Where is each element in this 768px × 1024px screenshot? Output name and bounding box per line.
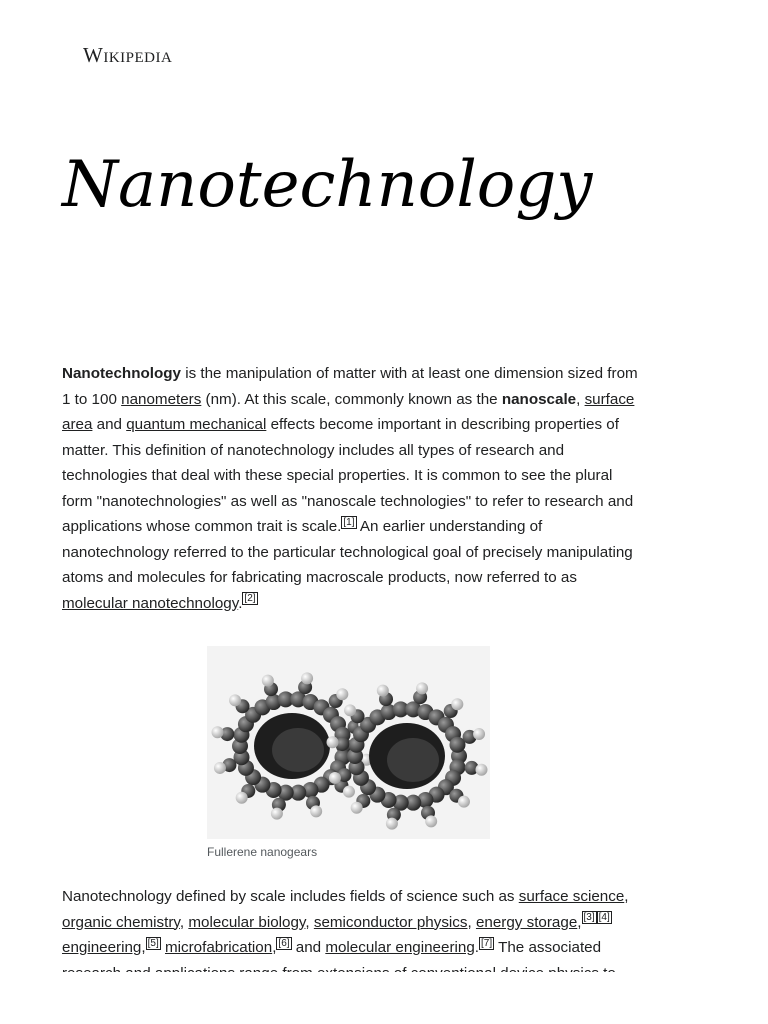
figure-caption: Fullerene nanogears bbox=[207, 845, 318, 859]
scope-paragraph bbox=[62, 884, 640, 986]
reference-3[interactable]: [3] bbox=[583, 912, 595, 924]
reference-6[interactable]: [6] bbox=[278, 937, 290, 949]
text-run: , bbox=[624, 888, 629, 905]
reference-1[interactable]: [1] bbox=[343, 516, 355, 528]
text-run: , bbox=[179, 913, 189, 931]
figure-fullerene-nanogears bbox=[207, 646, 490, 859]
link-nanometers[interactable]: nanometers bbox=[121, 390, 202, 408]
text-run: effects become important in describing properties of matter. This definition of nanotechnology includes all types of research and technologies that deal with these special properties. It is common to see the plural form "nanotechnologies" as well as "nanoscale technologies" to refer to research and applications whose common trait is scale. bbox=[62, 416, 634, 535]
bold-term-nanotechnology: Nanotechnology bbox=[62, 365, 181, 382]
page-title: Nanotechnology bbox=[62, 148, 593, 222]
link-energy-storage[interactable]: energy storage bbox=[475, 913, 578, 931]
text-run: (nm). At this scale, commonly known as the bbox=[201, 390, 502, 408]
link-molecular-biology[interactable]: molecular biology bbox=[188, 913, 306, 931]
text-run: and bbox=[291, 939, 326, 956]
link-surface-science[interactable]: surface science bbox=[518, 888, 625, 905]
text-run: Nanotechnology defined by scale includes fields of science such as bbox=[62, 888, 519, 905]
text-run: . bbox=[474, 939, 479, 956]
text-run: , bbox=[305, 913, 314, 931]
reference-7[interactable]: [7] bbox=[481, 937, 493, 949]
text-run: , bbox=[576, 390, 585, 408]
text-run: . bbox=[238, 594, 243, 612]
text-run: , bbox=[467, 913, 476, 931]
intro-paragraph bbox=[62, 361, 640, 616]
text-run: is the manipulation of matter with at least one dimension sized from 1 to 100 bbox=[62, 365, 638, 408]
text-run: The associated bbox=[498, 939, 602, 956]
link-organic-chemistry[interactable]: organic chemistry bbox=[62, 913, 180, 931]
link-semiconductor-physics[interactable]: semiconductor physics bbox=[313, 913, 468, 931]
reference-4[interactable]: [4] bbox=[598, 912, 610, 924]
link-surface-area[interactable]: surface area bbox=[62, 390, 635, 433]
text-run: An earlier understanding of nanotechnology referred to the particular technological goal of precisely manipulating atoms and molecules for fabricating macroscale products, now referred to as bbox=[62, 518, 633, 586]
text-run: , bbox=[272, 939, 277, 956]
page-cutoff bbox=[0, 972, 768, 1024]
reference-2[interactable]: [2] bbox=[244, 593, 256, 605]
wikipedia-logo[interactable]: Wikipedia bbox=[83, 43, 173, 67]
reference-5[interactable]: [5] bbox=[147, 937, 159, 949]
text-run: , bbox=[577, 913, 582, 931]
link-quantum-mechanical[interactable]: quantum mechanical bbox=[126, 416, 267, 433]
bold-term-nanoscale: nanoscale bbox=[501, 390, 577, 408]
link-molecular-engineering[interactable]: molecular engineering bbox=[325, 939, 475, 956]
link-microfabrication[interactable]: microfabrication bbox=[164, 939, 273, 956]
text-run: , bbox=[141, 939, 146, 956]
link-molecular-nanotechnology[interactable]: molecular nanotechnology bbox=[62, 594, 239, 612]
text-run: and bbox=[92, 416, 127, 433]
link-engineering[interactable]: engineering bbox=[62, 939, 142, 956]
fullerene-nanogears-image[interactable] bbox=[207, 646, 490, 839]
